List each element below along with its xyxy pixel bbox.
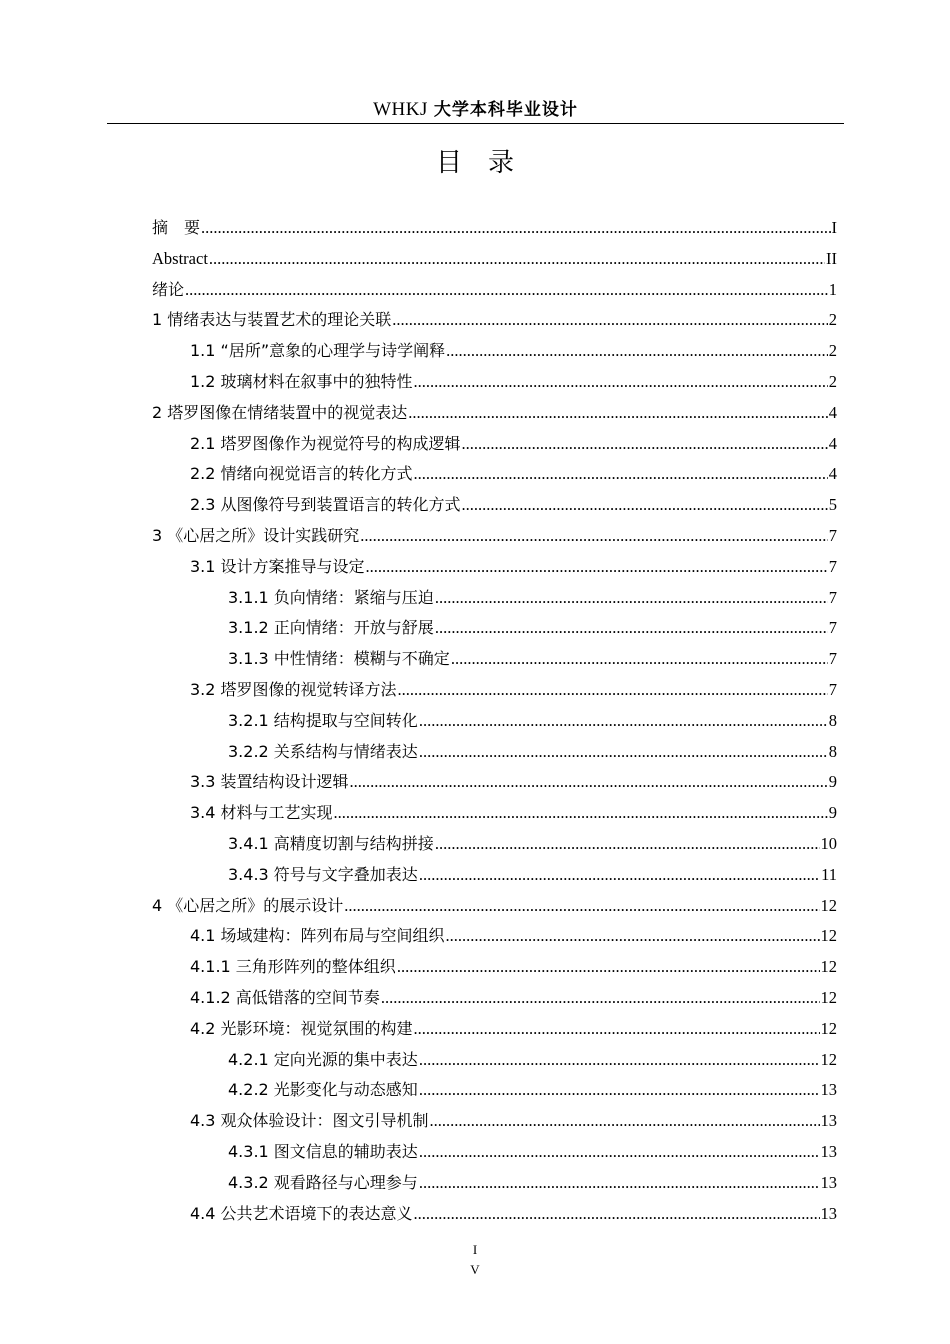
toc-dot-leader <box>446 336 828 367</box>
toc-entry-label: 3.1 设计方案推导与设定 <box>190 556 365 576</box>
toc-dot-leader <box>462 429 828 460</box>
toc-dot-leader <box>430 1106 820 1137</box>
toc-dot-leader <box>446 921 820 952</box>
toc-entry-page: 2 <box>828 341 837 361</box>
toc-entry[interactable] <box>152 1137 837 1168</box>
toc-entry-label: 3.4 材料与工艺实现 <box>190 803 333 823</box>
toc-entry[interactable] <box>152 429 837 460</box>
toc-entry-page: 7 <box>828 556 837 576</box>
toc-dot-leader <box>419 1075 820 1106</box>
toc-dot-leader <box>414 1199 820 1230</box>
toc-entry-page: 12 <box>820 987 837 1007</box>
toc-entry-label: 3.4.1 高精度切割与结构拼接 <box>228 833 434 853</box>
toc-dot-leader <box>414 367 828 398</box>
toc-entry-label: 3.2 塔罗图像的视觉转译方法 <box>190 679 397 699</box>
toc-entry[interactable] <box>152 891 837 922</box>
toc-entry[interactable] <box>152 213 837 244</box>
toc-dot-leader <box>360 521 827 552</box>
toc-dot-leader <box>435 613 828 644</box>
toc-entry-label: 2.2 情绪向视觉语言的转化方式 <box>190 464 413 484</box>
toc-entry-label: 4.1.2 高低错落的空间节奏 <box>190 987 380 1007</box>
toc-entry-page: 7 <box>828 525 837 545</box>
toc-dot-leader <box>381 983 820 1014</box>
toc-entry[interactable] <box>152 459 837 490</box>
toc-entry[interactable] <box>152 305 837 336</box>
toc-entry[interactable] <box>152 1106 837 1137</box>
toc-dot-leader <box>397 952 820 983</box>
toc-entry[interactable] <box>152 398 837 429</box>
toc-entry-label: 1.1 “居所”意象的心理学与诗学阐释 <box>190 341 446 361</box>
toc-entry-page: 11 <box>821 864 837 884</box>
toc-entry-label: 4.1.1 三角形阵列的整体组织 <box>190 957 396 977</box>
header-rule <box>107 123 844 124</box>
toc-dot-leader <box>435 829 820 860</box>
toc-dot-leader <box>185 275 828 306</box>
toc-entry-page: 13 <box>820 1111 837 1131</box>
page-number-line-2: V <box>470 1262 480 1277</box>
toc-entry-label: 4.3.2 观看路径与心理参与 <box>228 1172 418 1192</box>
toc-entry-page: 1 <box>828 279 837 299</box>
running-header <box>108 96 843 122</box>
toc-entry-label: 4.3.1 图文信息的辅助表达 <box>228 1141 418 1161</box>
toc-entry-page: 8 <box>828 741 837 761</box>
toc-entry[interactable] <box>152 952 837 983</box>
toc-entry-label: 3.2.1 结构提取与空间转化 <box>228 710 418 730</box>
toc-entry-page: 7 <box>828 618 837 638</box>
toc-dot-leader <box>414 1014 820 1045</box>
toc-entry[interactable] <box>152 921 837 952</box>
toc-entry-label: 2.1 塔罗图像作为视觉符号的构成逻辑 <box>190 433 461 453</box>
toc-entry-page: 4 <box>828 464 837 484</box>
toc-entry[interactable] <box>152 275 837 306</box>
header-school-code: WHKJ <box>373 99 428 120</box>
toc-entry[interactable] <box>152 1075 837 1106</box>
toc-entry-page: 12 <box>820 1018 837 1038</box>
toc-dot-leader <box>451 644 828 675</box>
toc-entry-page: 13 <box>820 1080 837 1100</box>
toc-entry-label: 3.1.3 中性情绪：模糊与不确定 <box>228 649 450 669</box>
toc-entry[interactable] <box>152 521 837 552</box>
toc-entry[interactable] <box>152 829 837 860</box>
toc-entry[interactable] <box>152 1014 837 1045</box>
toc-entry-label: 4.2 光影环境：视觉氛围的构建 <box>190 1018 413 1038</box>
toc-entry-label: 1.2 玻璃材料在叙事中的独特性 <box>190 371 413 391</box>
toc-entry-page: 7 <box>828 649 837 669</box>
toc-entry[interactable] <box>152 644 837 675</box>
toc-entry-label: 4.2.2 光影变化与动态感知 <box>228 1080 418 1100</box>
toc-entry[interactable] <box>152 613 837 644</box>
toc-entry-label: 绪论 <box>152 279 185 299</box>
toc-entry-page: 12 <box>820 1049 837 1069</box>
table-of-contents <box>152 213 837 1229</box>
toc-entry-page: 4 <box>828 402 837 422</box>
toc-dot-leader <box>414 459 828 490</box>
toc-entry-page: 2 <box>828 371 837 391</box>
page-number-line-1: I <box>472 1242 478 1257</box>
toc-entry[interactable] <box>152 737 837 768</box>
toc-dot-leader <box>201 213 830 244</box>
toc-entry-page: 12 <box>820 895 837 915</box>
toc-entry-page: 7 <box>828 679 837 699</box>
toc-entry-label: 3.2.2 关系结构与情绪表达 <box>228 741 418 761</box>
toc-entry[interactable] <box>152 367 837 398</box>
toc-entry-label: 1 情绪表达与装置艺术的理论关联 <box>152 310 392 330</box>
toc-entry[interactable] <box>152 490 837 521</box>
toc-dot-leader <box>419 1137 820 1168</box>
toc-entry-label: 4 《心居之所》的展示设计 <box>152 895 344 915</box>
toc-dot-leader <box>366 552 828 583</box>
toc-entry-label: 摘 要 <box>152 218 201 237</box>
toc-entry-label: 4.2.1 定向光源的集中表达 <box>228 1049 418 1069</box>
toc-dot-leader <box>419 1168 820 1199</box>
toc-entry[interactable] <box>152 552 837 583</box>
toc-entry[interactable] <box>152 1199 837 1230</box>
toc-dot-leader <box>350 767 828 798</box>
toc-entry[interactable] <box>152 1168 837 1199</box>
toc-entry-page: 9 <box>828 803 837 823</box>
toc-dot-leader <box>392 305 827 336</box>
toc-entry[interactable] <box>152 336 837 367</box>
toc-entry[interactable] <box>152 767 837 798</box>
toc-dot-leader <box>408 398 827 429</box>
toc-dot-leader <box>334 798 828 829</box>
toc-entry-label: 3.4.3 符号与文字叠加表达 <box>228 864 418 884</box>
toc-dot-leader <box>419 706 828 737</box>
toc-entry-label: 3 《心居之所》设计实践研究 <box>152 525 360 545</box>
toc-dot-leader <box>462 490 828 521</box>
header-title: 大学本科毕业设计 <box>433 100 578 120</box>
toc-entry[interactable] <box>152 798 837 829</box>
toc-dot-leader <box>419 860 820 891</box>
toc-entry-page: 12 <box>820 926 837 946</box>
toc-entry[interactable] <box>152 583 837 614</box>
toc-entry-label: 3.3 装置结构设计逻辑 <box>190 772 349 792</box>
toc-entry-page: 2 <box>828 310 837 330</box>
toc-entry-page: I <box>831 218 837 237</box>
toc-entry[interactable] <box>152 983 837 1014</box>
toc-dot-leader <box>209 244 825 275</box>
toc-entry-page: 12 <box>820 957 837 977</box>
toc-dot-leader <box>344 891 819 922</box>
toc-entry-page: 13 <box>820 1172 837 1192</box>
toc-entry-page: 10 <box>820 833 837 853</box>
toc-entry-page: 9 <box>828 772 837 792</box>
toc-entry-label: 4.3 观众体验设计：图文引导机制 <box>190 1111 429 1131</box>
toc-entry-label: 2 塔罗图像在情绪装置中的视觉表达 <box>152 402 408 422</box>
toc-entry-page: 5 <box>828 495 837 515</box>
toc-entry-page: 4 <box>828 433 837 453</box>
toc-entry-page: 13 <box>820 1141 837 1161</box>
toc-entry[interactable] <box>152 244 837 275</box>
toc-entry-label: 2.3 从图像符号到装置语言的转化方式 <box>190 495 461 515</box>
toc-dot-leader <box>398 675 828 706</box>
toc-dot-leader <box>419 1045 820 1076</box>
toc-entry[interactable] <box>152 706 837 737</box>
toc-entry-page: 7 <box>828 587 837 607</box>
toc-entry-label: 3.1.1 负向情绪：紧缩与压迫 <box>228 587 434 607</box>
toc-dot-leader <box>435 583 828 614</box>
toc-entry[interactable] <box>152 675 837 706</box>
toc-entry-label: 4.4 公共艺术语境下的表达意义 <box>190 1203 413 1223</box>
toc-entry-label: 4.1 场域建构：阵列布局与空间组织 <box>190 926 445 946</box>
toc-dot-leader <box>419 737 828 768</box>
toc-entry[interactable] <box>152 1045 837 1076</box>
toc-entry[interactable] <box>152 860 837 891</box>
toc-title: 目录 <box>435 148 540 178</box>
toc-entry-page: II <box>826 248 837 268</box>
toc-entry-label: Abstract <box>152 248 208 268</box>
toc-entry-label: 3.1.2 正向情绪：开放与舒展 <box>228 618 434 638</box>
toc-entry-page: 13 <box>820 1203 837 1223</box>
toc-entry-page: 8 <box>828 710 837 730</box>
